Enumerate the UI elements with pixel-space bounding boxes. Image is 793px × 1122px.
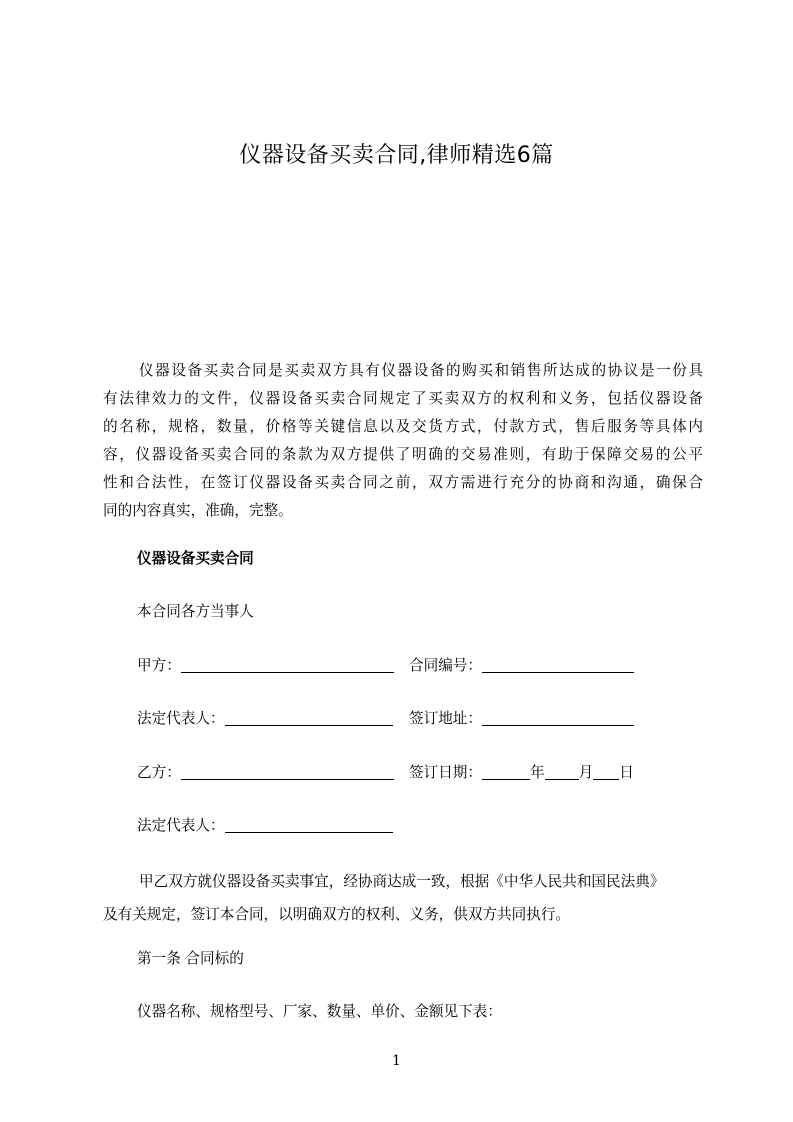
sign-place-row xyxy=(409,709,634,729)
article1-heading: 第一条 合同标的 xyxy=(137,950,244,967)
legal-rep-field[interactable] xyxy=(225,710,393,726)
month-field[interactable] xyxy=(545,764,579,780)
legal-rep-b-field[interactable] xyxy=(225,817,393,833)
intro-line: 仪器设备买卖合同是买卖双方具有仪器设备的购买和销售所达成的协议是一份具 xyxy=(139,362,703,379)
day-label: 日 xyxy=(619,764,634,781)
agreement-line: 甲乙双方就仪器设备买卖事宜，经协商达成一致，根据《中华人民共和国民法典》 xyxy=(139,873,665,890)
sign-place-field[interactable] xyxy=(482,710,634,726)
contract-no-field[interactable] xyxy=(482,657,634,673)
party-a-label: 甲方： xyxy=(137,657,181,674)
sign-place-label: 签订地址： xyxy=(409,710,482,727)
legal-rep-row xyxy=(137,709,393,729)
year-field[interactable] xyxy=(482,764,530,780)
agreement-line: 及有关规定，签订本合同，以明确双方的权利、义务，供双方共同执行。 xyxy=(103,906,571,923)
sign-date-label: 签订日期： xyxy=(409,764,482,781)
intro-line: 同的内容真实，准确，完整。 xyxy=(103,502,293,519)
agreement-paragraph xyxy=(103,865,720,931)
page-title: 仪器设备买卖合同,律师精选6篇 xyxy=(239,143,554,168)
legal-rep-b-label: 法定代表人： xyxy=(137,817,225,834)
party-b-row xyxy=(137,763,394,783)
year-label: 年 xyxy=(529,764,545,781)
sign-date-row xyxy=(409,763,634,783)
legal-rep-b-row xyxy=(137,816,393,836)
parties-heading: 本合同各方当事人 xyxy=(137,603,254,620)
legal-rep-label: 法定代表人： xyxy=(137,710,225,727)
month-label: 月 xyxy=(578,764,594,781)
intro-line: 性和合法性，在签订仪器设备买卖合同之前，双方需进行充分的协商和沟通，确保合 xyxy=(103,474,703,491)
page-number: 1 xyxy=(392,1053,401,1069)
contract-no-label: 合同编号： xyxy=(409,657,482,674)
day-field[interactable] xyxy=(593,764,619,780)
party-a-field[interactable] xyxy=(181,657,394,673)
party-b-field[interactable] xyxy=(181,764,394,780)
intro-paragraph xyxy=(103,357,703,525)
intro-line: 容，仪器设备买卖合同的条款为双方提供了明确的交易准则，有助于保障交易的公平 xyxy=(103,446,703,463)
party-b-label: 乙方： xyxy=(137,764,181,781)
intro-line: 的名称，规格，数量，价格等关键信息以及交货方式，付款方式，售后服务等具体内 xyxy=(103,418,703,435)
intro-line: 有法律效力的文件，仪器设备买卖合同规定了买卖双方的权利和义务，包括仪器设备 xyxy=(103,390,703,407)
article1-text: 仪器名称、规格型号、厂家、数量、单价、金额见下表： xyxy=(137,1003,502,1020)
party-a-row xyxy=(137,656,394,676)
contract-heading: 仪器设备买卖合同 xyxy=(137,550,254,567)
contract-no-row xyxy=(409,656,634,676)
